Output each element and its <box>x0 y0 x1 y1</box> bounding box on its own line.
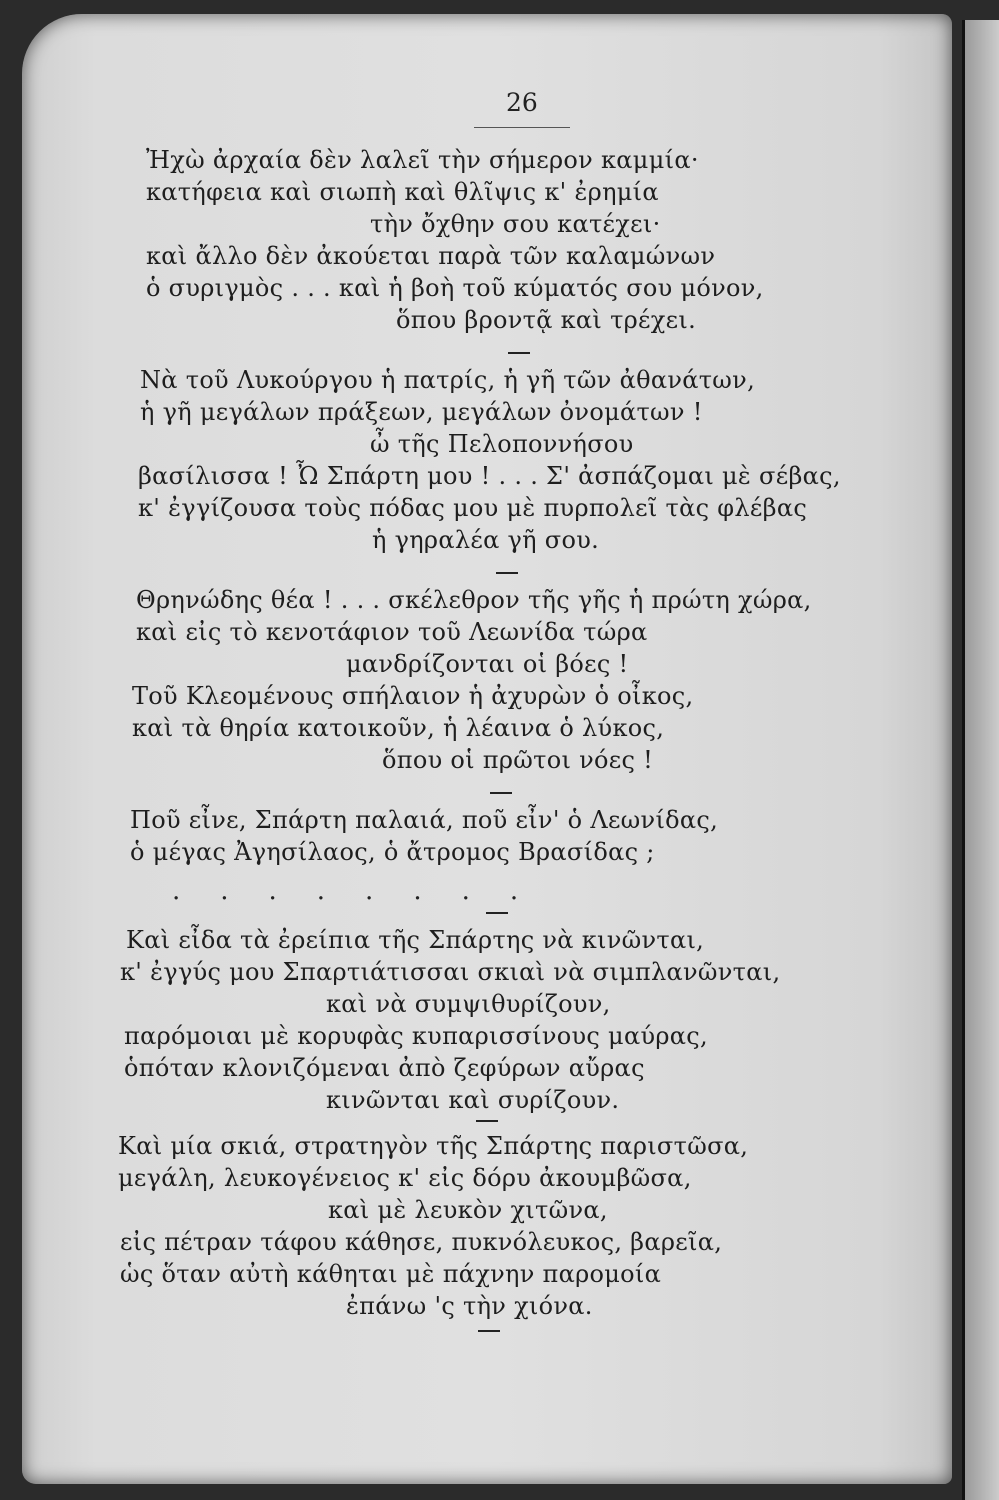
poem-line: ὅπου βροντᾷ καὶ τρέχει. <box>396 306 697 334</box>
poem-line: μανδρίζονται οἱ βόες ! <box>346 650 629 678</box>
poem-line: μεγάλη, λευκογένειος κ' εἰς δόρυ ἀκουμβῶσα, <box>118 1164 692 1192</box>
poem-line: βασίλισσα ! Ὦ Σπάρτη μου ! . . . Σ' ἀσπάζομαι μὲ σέβας, <box>138 462 841 490</box>
poem-line: Τοῦ Κλεομένους σπήλαιον ἡ ἀχυρὼν ὁ οἶκος, <box>132 682 694 710</box>
poem-line: ὡς ὅταν αὐτὴ κάθηται μὲ πάχνην παρομοία <box>120 1260 662 1288</box>
poem-line: τὴν ὄχθην σου κατέχει· <box>370 210 661 238</box>
poem-line: ὅπου οἱ πρῶτοι νόες ! <box>382 746 654 774</box>
stanza-separator <box>508 352 530 354</box>
poem-line: εἰς πέτραν τάφου κάθησε, πυκνόλευκος, βαρεῖα, <box>120 1228 723 1256</box>
poem-line: ὁπόταν κλονιζόμεναι ἀπὸ ζεφύρων αὔρας <box>124 1054 645 1082</box>
poem-line: ὁ συριγμὸς . . . καὶ ἡ βοὴ τοῦ κύματός σου μόνον, <box>146 274 764 302</box>
page-number-rule <box>474 127 570 128</box>
poem-line: ὦ τῆς Πελοποννήσου <box>370 430 634 458</box>
poem-line: Καὶ μία σκιά, στρατηγὸν τῆς Σπάρτης παριστῶσα, <box>118 1132 749 1160</box>
poem-line: Ποῦ εἶνε, Σπάρτη παλαιά, ποῦ εἶν' ὁ Λεωνίδας, <box>130 806 719 834</box>
poem-line: Ἠχὼ ἀρχαία δὲν λαλεῖ τὴν σήμερον καμμία· <box>146 146 699 174</box>
poem-line: καὶ εἰς τὸ κενοτάφιον τοῦ Λεωνίδα τώρα <box>136 618 648 646</box>
poem-line: ἡ γηραλέα γῆ σου. <box>372 526 600 554</box>
poem-line: Καὶ εἶδα τὰ ἐρείπια τῆς Σπάρτης νὰ κινῶνται, <box>126 926 705 954</box>
poem-line: καὶ ἄλλο δὲν ἀκούεται παρὰ τῶν καλαμώνων <box>146 242 716 270</box>
poem-line: καὶ νὰ συμψιθυρίζουν, <box>326 990 611 1018</box>
poem-line: καὶ μὲ λευκὸν χιτῶνα, <box>328 1196 608 1224</box>
poem-line: κ' ἐγγύς μου Σπαρτιάτισσαι σκιαὶ νὰ σιμπλανῶνται, <box>120 958 781 986</box>
poem-line: κ' ἐγγίζουσα τοὺς πόδας μου μὲ πυρπολεῖ τὰς φλέβας <box>138 494 808 522</box>
poem-line: παρόμοιαι μὲ κορυφὰς κυπαρισσίνους μαύρας, <box>124 1022 708 1050</box>
stanza-separator <box>490 792 512 794</box>
poem-line: Θρηνώδης θέα ! . . . σκέλεθρον τῆς γῆς ἡ πρώτη χώρα, <box>136 586 812 614</box>
poem-line: κατήφεια καὶ σιωπὴ καὶ θλῖψις κ' ἐρημία <box>146 178 659 206</box>
poem-line: κινῶνται καὶ συρίζουν. <box>326 1086 620 1114</box>
page-number: 26 <box>506 88 538 117</box>
stanza-separator <box>496 572 518 574</box>
poem-line: καὶ τὰ θηρία κατοικοῦν, ἡ λέαινα ὁ λύκος, <box>132 714 665 742</box>
poem-line: Νὰ τοῦ Λυκούργου ἡ πατρίς, ἡ γῆ τῶν ἀθανάτων, <box>140 366 755 394</box>
stanza-separator <box>476 1120 498 1122</box>
stanza-separator <box>478 1330 500 1332</box>
poem-line: ὁ μέγας Ἀγησίλαος, ὁ ἄτρομος Βρασίδας ; <box>130 838 655 866</box>
adjacent-page-edge <box>962 20 999 1500</box>
poem-line: ἡ γῆ μεγάλων πράξεων, μεγάλων ὀνομάτων ! <box>140 398 703 426</box>
stanza-separator <box>486 912 508 914</box>
ellipsis-row: ........ <box>172 876 559 906</box>
poem-line: ἐπάνω 'ς τὴν χιόνα. <box>346 1292 593 1320</box>
